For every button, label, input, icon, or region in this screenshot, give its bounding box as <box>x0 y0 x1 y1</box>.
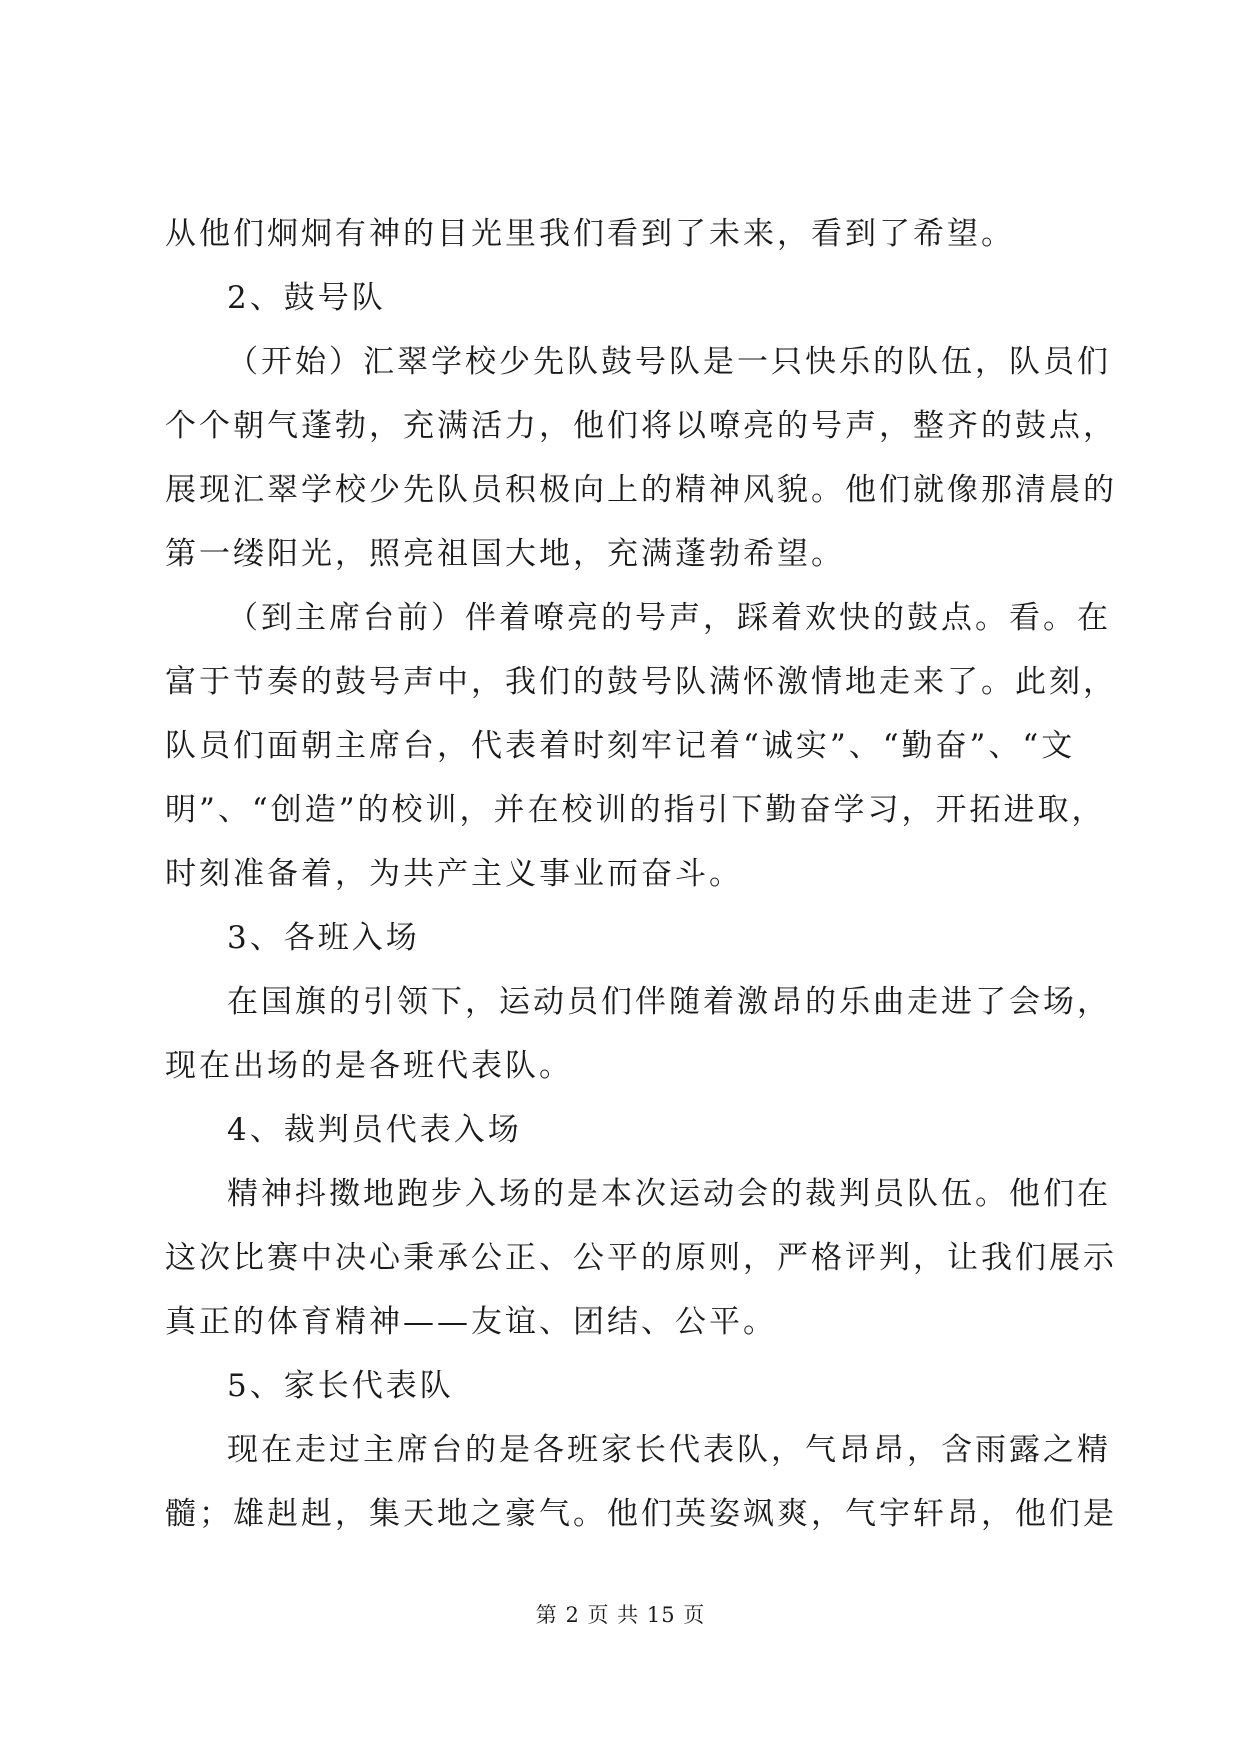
text-line: 现在出场的是各班代表队。 <box>165 1048 573 1084</box>
text-line: 明”、“创造”的校训，并在校训的指引下勤奋学习，开拓进取， <box>165 792 1106 828</box>
text-line: 个个朝气蓬勃，充满活力，他们将以嘹亮的号声，整齐的鼓点， <box>165 408 1117 444</box>
text-line: 时刻准备着，为共产主义事业而奋斗。 <box>165 856 743 892</box>
text-line: 髓；雄赳赳，集天地之豪气。他们英姿飒爽，气宇轩昂，他们是 <box>165 1496 1117 1532</box>
text-line: 队员们面朝主席台，代表着时刻牢记着“诚实”、“勤奋”、“文 <box>165 728 1076 764</box>
text-line: 真正的体育精神——友谊、团结、公平。 <box>165 1304 777 1340</box>
section-heading: 3、各班入场 <box>227 920 420 956</box>
page-number-footer: 第 2 页 共 15 页 <box>535 1603 706 1627</box>
section-heading: 4、裁判员代表入场 <box>227 1112 522 1148</box>
text-line: 现在走过主席台的是各班家长代表队，气昂昂，含雨露之精 <box>227 1432 1111 1468</box>
text-line: 从他们炯炯有神的目光里我们看到了未来，看到了希望。 <box>165 216 1015 252</box>
text-line: （到主席台前）伴着嘹亮的号声，踩着欢快的鼓点。看。在 <box>227 600 1111 636</box>
section-heading: 5、家长代表队 <box>227 1368 454 1404</box>
text-line: 富于节奏的鼓号声中，我们的鼓号队满怀激情地走来了。此刻， <box>165 664 1117 700</box>
text-line: 精神抖擞地跑步入场的是本次运动会的裁判员队伍。他们在 <box>227 1176 1111 1212</box>
text-line: 第一缕阳光，照亮祖国大地，充满蓬勃希望。 <box>165 536 845 572</box>
text-line: 在国旗的引领下，运动员们伴随着激昂的乐曲走进了会场， <box>227 984 1111 1020</box>
text-line: 展现汇翠学校少先队员积极向上的精神风貌。他们就像那清晨的 <box>165 472 1117 508</box>
body-text <box>165 202 1117 1546</box>
section-heading: 2、鼓号队 <box>227 280 386 316</box>
text-line: 这次比赛中决心秉承公正、公平的原则，严格评判，让我们展示 <box>165 1240 1117 1276</box>
text-line: （开始）汇翠学校少先队鼓号队是一只快乐的队伍，队员们 <box>227 344 1111 380</box>
